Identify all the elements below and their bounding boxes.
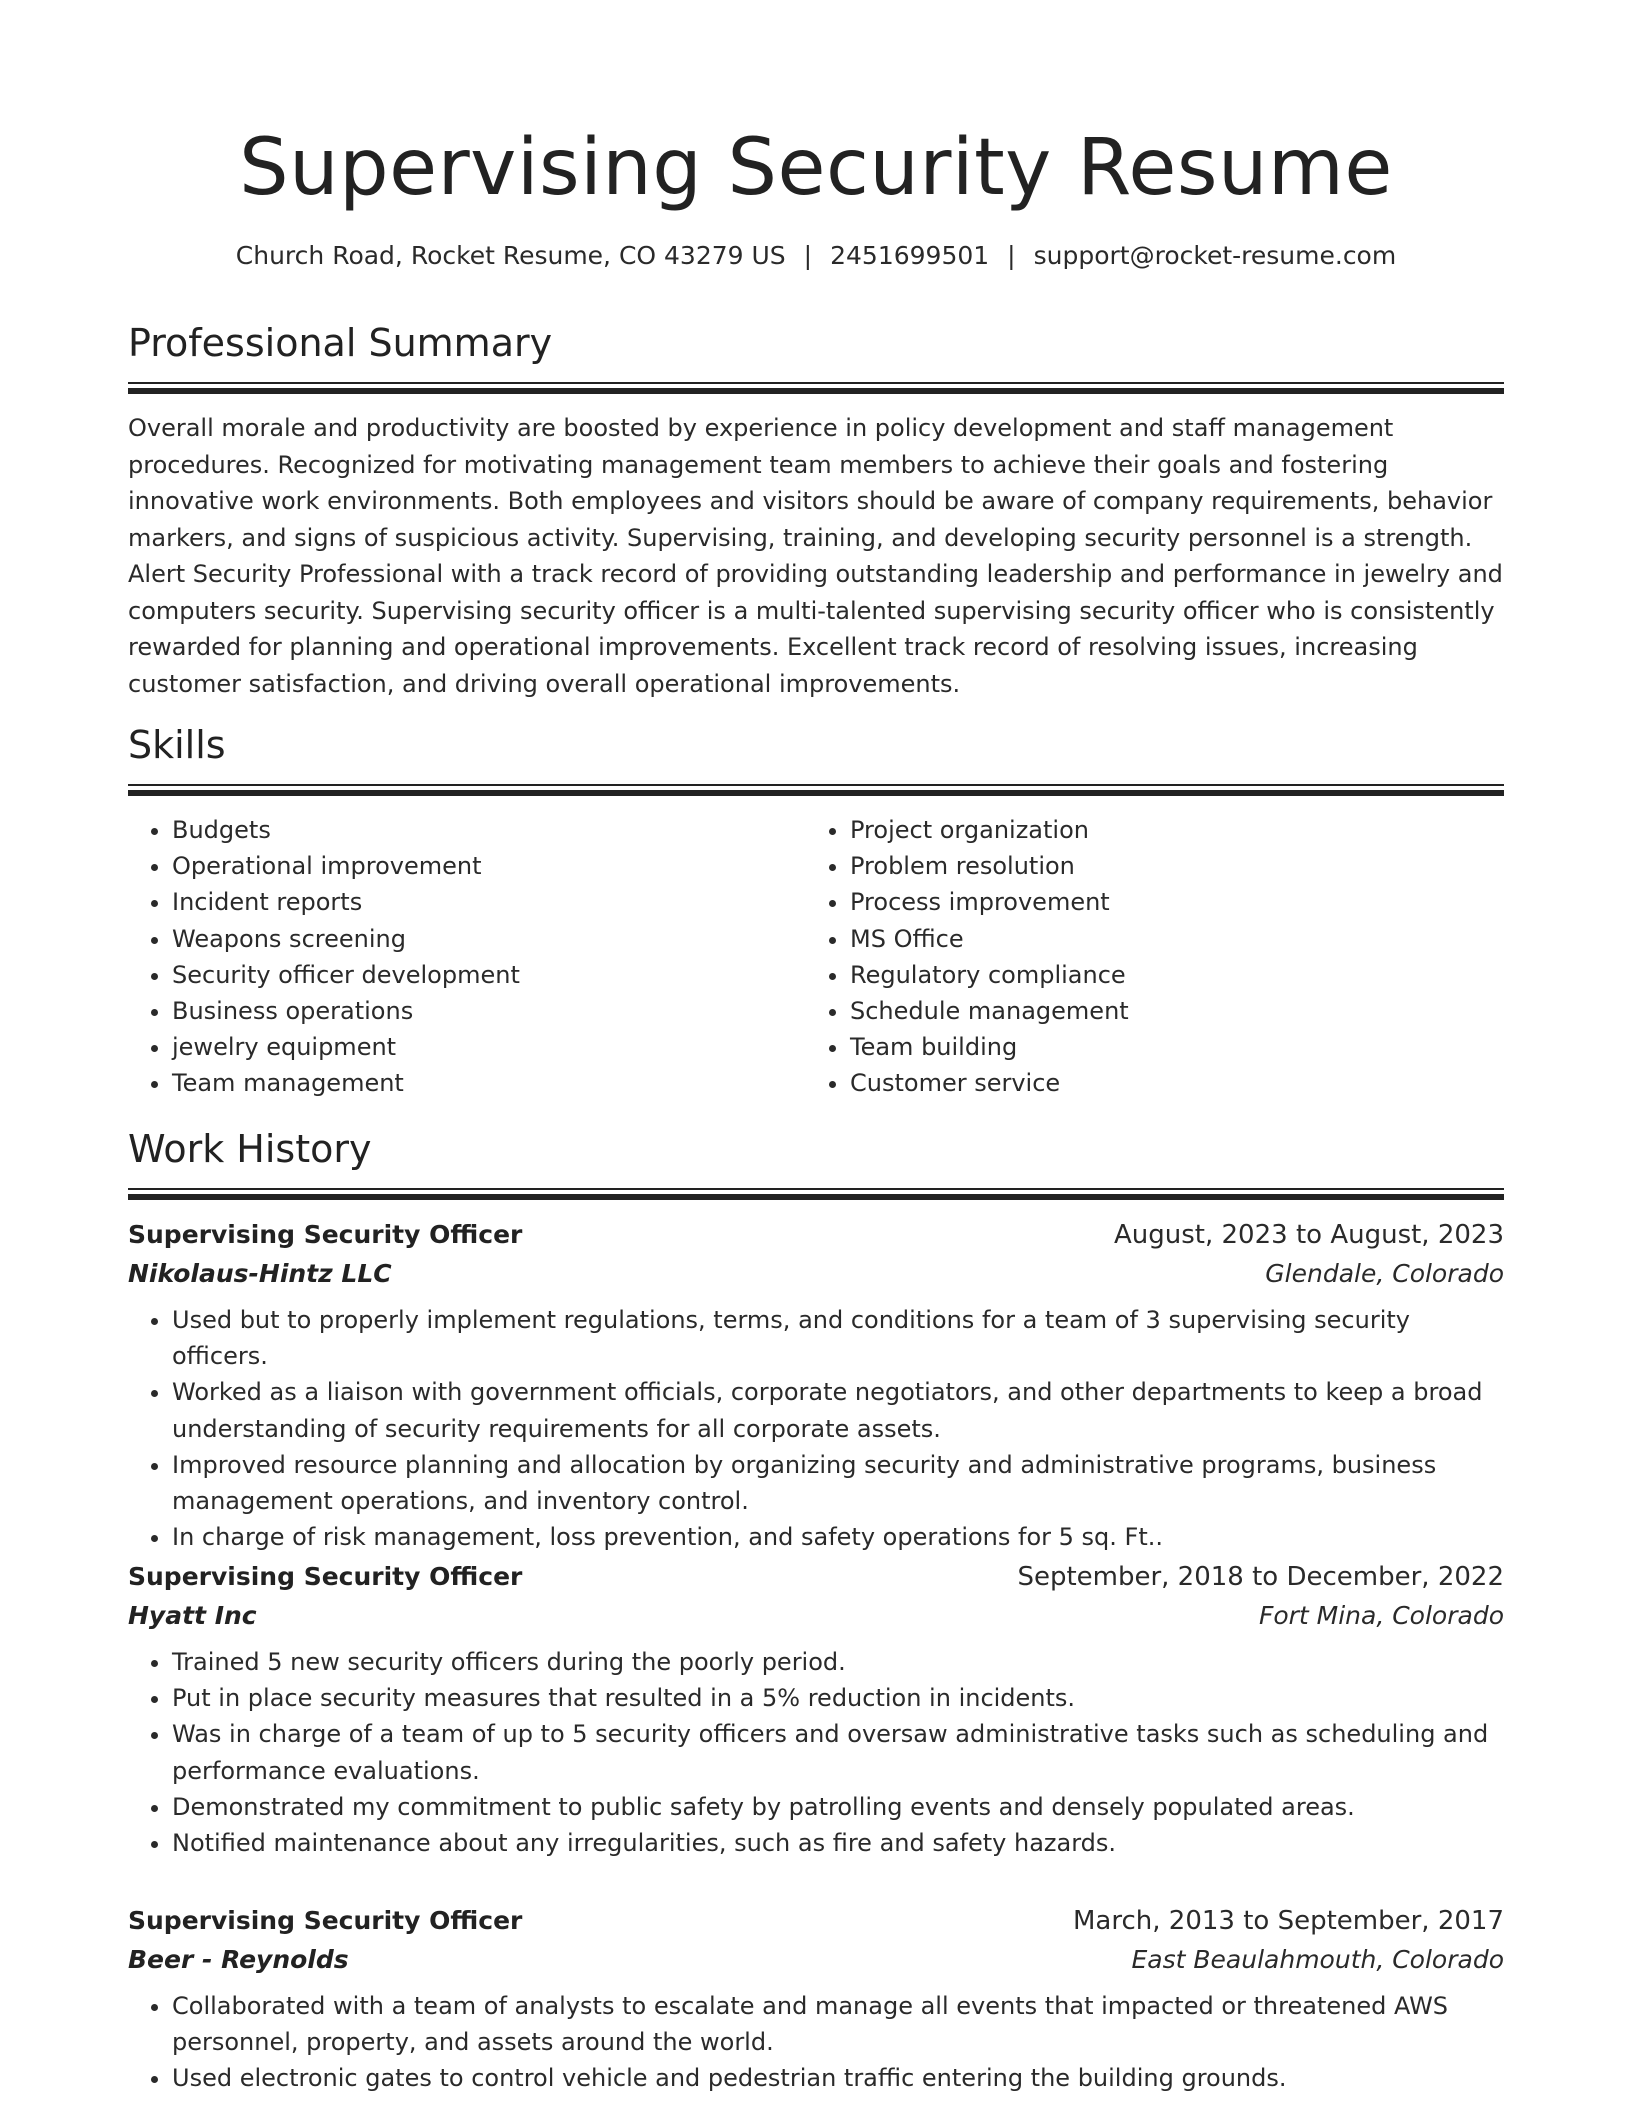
company-name: Nikolaus-Hintz LLC <box>128 1259 392 1288</box>
job-bullets <box>128 1644 1504 1861</box>
resume-title: Supervising Security Resume <box>239 123 1393 213</box>
job-bullet: • Trained 5 new security officers during the poorly period. <box>172 1644 1504 1680</box>
job-entry <box>128 1216 1504 1555</box>
job-entry <box>128 1902 1504 2097</box>
job-dates: March, 2013 to September, 2017 <box>1073 1906 1504 1936</box>
job-bullet: • Collaborated with a team of analysts to escalate and manage all events that impacted or threatened AWS personnel, property, and assets around the world. <box>172 1988 1504 2060</box>
summary-text: Overall morale and productivity are boosted by experience in policy development and staff management procedures. Recognized for motivating management team members to achieve their goals and fostering innovative work environments. Both employees and visitors should be aware of company requirements, behavior markers, and signs of suspicious activity. Supervising, training, and developing security personnel is a strength. Alert Security Professional with a track record of providing outstanding leadership and performance in jewelry and computers security. Supervising security officer is a multi-talented supervising security officer who is consistently rewarded for planning and operational improvements. Excellent track record of resolving issues, increasing customer satisfaction, and driving overall operational improvements. <box>128 414 1503 698</box>
job-title: Supervising Security Officer <box>128 1220 523 1249</box>
skill-item: • Budgets <box>172 812 806 848</box>
job-bullet: • Improved resource planning and allocation by organizing security and administrative programs, business management operations, and inventory control. <box>172 1447 1504 1519</box>
skill-item: • Process improvement <box>850 884 1484 920</box>
skill-item: • Problem resolution <box>850 848 1484 884</box>
job-bullets <box>128 1988 1504 2097</box>
skill-item: • Project organization <box>850 812 1484 848</box>
job-dates: August, 2023 to August, 2023 <box>1114 1220 1504 1250</box>
section-heading: Professional Summary <box>128 321 553 365</box>
section-divider <box>128 1188 1504 1200</box>
job-location: East Beaulahmouth, Colorado <box>1131 1945 1504 1974</box>
skill-item: • jewelry equipment <box>172 1029 806 1065</box>
company-name: Beer - Reynolds <box>128 1945 349 1974</box>
job-bullet: • Notified maintenance about any irregularities, such as fire and safety hazards. <box>172 1825 1504 1861</box>
skill-item: • Weapons screening <box>172 921 806 957</box>
company-name: Hyatt Inc <box>128 1601 257 1630</box>
phone: 2451699501 <box>830 241 990 270</box>
job-bullet: • Worked as a liaison with government officials, corporate negotiators, and other departments to keep a broad understanding of security requirements for all corporate assets. <box>172 1374 1504 1446</box>
job-bullet: • Put in place security measures that resulted in a 5% reduction in incidents. <box>172 1680 1504 1716</box>
separator: | <box>803 241 813 270</box>
contact-line <box>0 238 1632 274</box>
skill-item: • Business operations <box>172 993 806 1029</box>
job-bullet: • In charge of risk management, loss prevention, and safety operations for 5 sq. Ft.. <box>172 1519 1504 1555</box>
job-title: Supervising Security Officer <box>128 1562 523 1591</box>
job-location: Fort Mina, Colorado <box>1258 1601 1504 1630</box>
separator: | <box>1007 241 1016 270</box>
address: Church Road, Rocket Resume, CO 43279 US <box>235 241 786 270</box>
skill-item: • Customer service <box>850 1065 1484 1101</box>
job-title: Supervising Security Officer <box>128 1906 523 1935</box>
skill-item: • Team building <box>850 1029 1484 1065</box>
job-location: Glendale, Colorado <box>1265 1259 1504 1288</box>
skills-right-list <box>806 812 1484 1102</box>
job-dates: September, 2018 to December, 2022 <box>1017 1562 1504 1592</box>
skills-left-list <box>128 812 806 1102</box>
skills-columns <box>128 812 1504 1102</box>
email-link[interactable]: support@rocket-resume.com <box>1033 241 1397 270</box>
skill-item: • Regulatory compliance <box>850 957 1484 993</box>
skills-section <box>128 720 1504 1102</box>
skill-item: • Operational improvement <box>172 848 806 884</box>
job-bullet: • Used electronic gates to control vehicle and pedestrian traffic entering the building grounds. <box>172 2060 1504 2096</box>
section-heading: Skills <box>128 723 226 767</box>
work-history-section <box>128 1124 1504 1200</box>
job-bullet: • Used but to properly implement regulations, terms, and conditions for a team of 3 supervising security officers. <box>172 1302 1504 1374</box>
job-entry <box>128 1558 1504 1861</box>
section-heading: Work History <box>128 1127 372 1171</box>
job-bullet: • Demonstrated my commitment to public safety by patrolling events and densely populated areas. <box>172 1789 1504 1825</box>
section-divider <box>128 382 1504 394</box>
job-bullets <box>128 1302 1504 1555</box>
skill-item: • Schedule management <box>850 993 1484 1029</box>
skill-item: • Security officer development <box>172 957 806 993</box>
job-bullet: • Was in charge of a team of up to 5 security officers and oversaw administrative tasks such as scheduling and performance evaluations. <box>172 1716 1504 1788</box>
skill-item: • Incident reports <box>172 884 806 920</box>
skill-item: • MS Office <box>850 921 1484 957</box>
skill-item: • Team management <box>172 1065 806 1101</box>
professional-summary-section <box>128 318 1504 702</box>
section-divider <box>128 784 1504 796</box>
